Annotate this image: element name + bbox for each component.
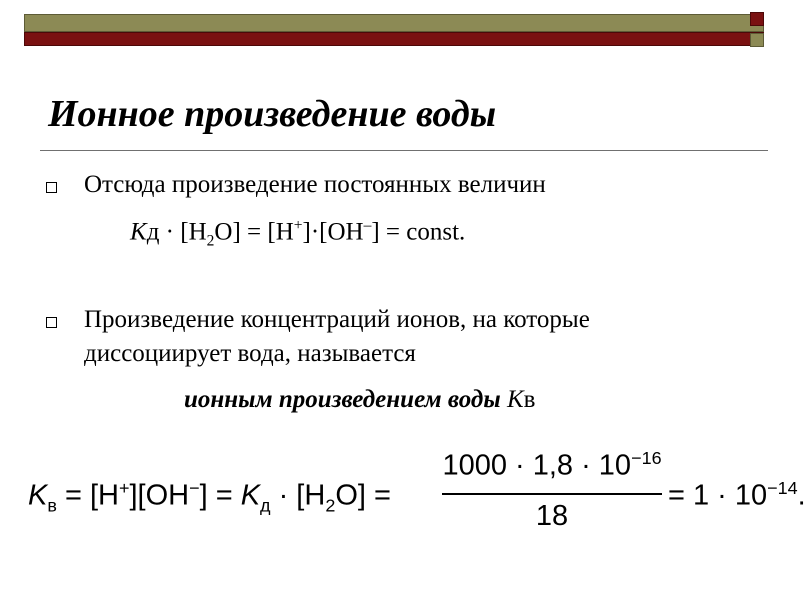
square-bullet-icon [46, 182, 57, 193]
banner-olive-bar [24, 14, 764, 32]
emphasis-k: K [506, 386, 524, 413]
result-exponent: −14 [767, 478, 798, 498]
numerator-text: 1000 · 1,8 · 10 [442, 449, 632, 482]
emphasis-text: ионным произведением воды [184, 386, 507, 413]
kv-k: K [28, 479, 48, 512]
kd-two: 2 [325, 495, 336, 516]
kv-oh: ][OH [129, 479, 190, 512]
formula-part-4: ] = const. [371, 218, 466, 246]
result-tail: . [797, 479, 806, 512]
emphasis-v: в [523, 386, 536, 413]
fraction-denominator: 18 [535, 500, 569, 532]
ionic-product-formula [28, 440, 806, 540]
kv-plus: + [118, 478, 130, 498]
formula-result [668, 478, 806, 513]
formula-part-2: O] = [H [214, 218, 294, 246]
kd-sub: д [260, 495, 271, 516]
formula-part-3: ]·[OH [302, 218, 364, 246]
bullet-2-line-2: диссоциирует вода, называется [84, 340, 416, 367]
banner-maroon-bar [24, 32, 764, 46]
slide-top-banner [24, 14, 768, 46]
kv-sub: в [47, 495, 57, 516]
kv-minus: − [189, 478, 200, 498]
formula-d: д [146, 218, 160, 246]
kd-k: K [240, 479, 261, 512]
formula-sub-2: 2 [206, 232, 215, 250]
formula-sup-minus: – [363, 217, 372, 234]
banner-corner-square-top [750, 12, 764, 26]
banner-corner-square-bottom [750, 33, 764, 47]
numerator-exponent: −16 [631, 448, 662, 468]
square-bullet-icon [46, 317, 57, 328]
formula-sup-plus: + [293, 217, 303, 234]
fraction-bar [442, 493, 662, 495]
formula-left-side [28, 478, 391, 516]
kd-o-eq: O] = [335, 479, 391, 512]
bullet-2-line-1: Произведение концентраций ионов, на которые [84, 306, 590, 333]
ionic-product-emphasis [184, 386, 535, 414]
formula-part-1: · [H [159, 218, 207, 246]
formula-k: K [130, 218, 147, 246]
kd-h: · [H [270, 479, 326, 512]
kv-eq-h: = [H [56, 479, 119, 512]
title-divider [40, 150, 768, 151]
fraction-numerator [440, 448, 664, 483]
result-text: = 1 · 10 [668, 479, 768, 512]
formula-fraction [440, 440, 664, 540]
equilibrium-formula [130, 217, 465, 250]
kv-eq-2: ] = [199, 479, 241, 512]
bullet-1-text: Отсюда произведение постоянных величин [84, 171, 546, 198]
slide-title: Ионное произведение воды [48, 93, 497, 135]
